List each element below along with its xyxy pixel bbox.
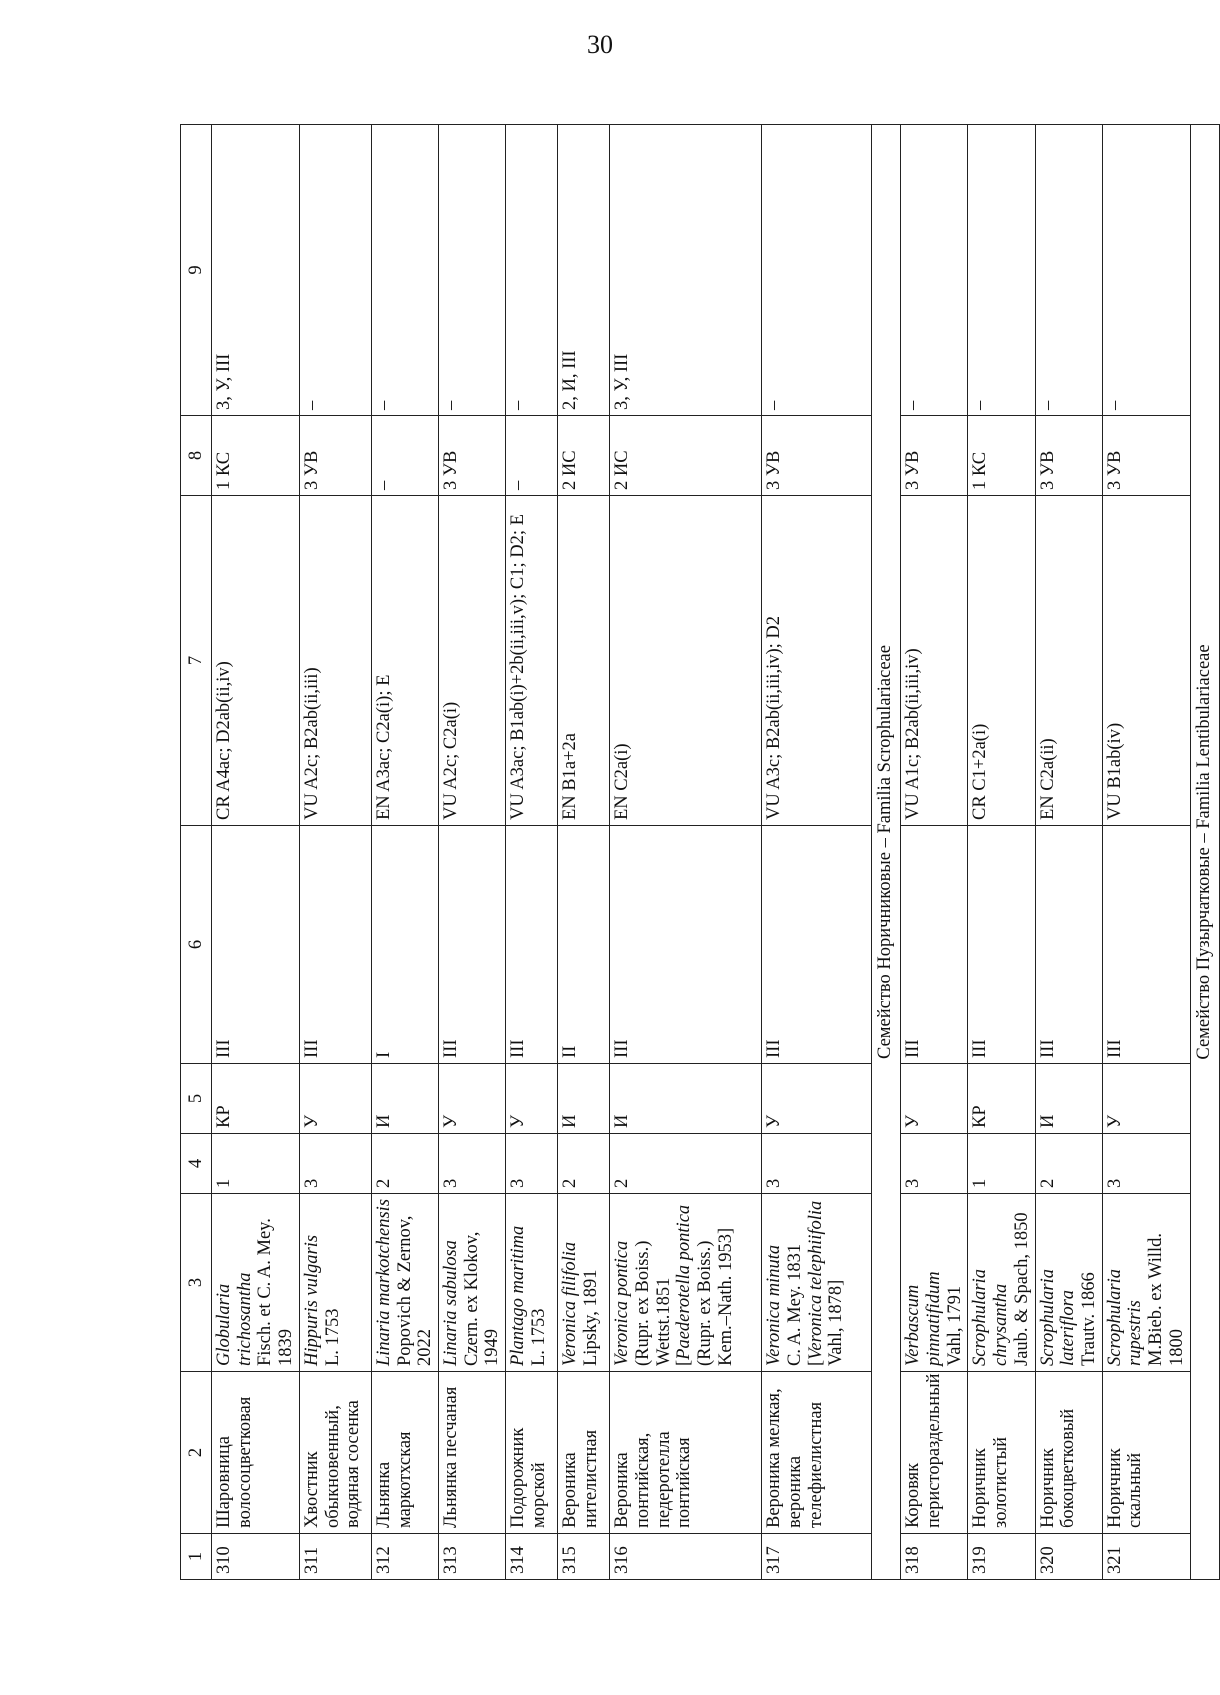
category-cell: КР — [968, 1064, 1035, 1134]
category-cell: И — [371, 1064, 438, 1134]
family-header-row — [1190, 125, 1219, 1580]
iucn-criteria-cell: EN A3ac; C2a(i); E — [371, 496, 438, 826]
column-6-cell: III — [1035, 826, 1102, 1064]
russian-name-cell: Вероника нителистная — [558, 1372, 610, 1534]
latin-name: Globularia trichosantha — [214, 1272, 255, 1366]
column-6-cell: III — [506, 826, 558, 1064]
russian-name-cell: Вероника мелкая, вероника телефиелистная — [762, 1372, 872, 1534]
scientific-name-cell — [762, 1194, 872, 1372]
row-number-cell: 318 — [901, 1534, 968, 1580]
latin-name: Linaria sabulosa — [441, 1240, 462, 1366]
synonym-author-citation: (Rupr. ex Boiss.) Kem.–Nath. 1953 — [695, 1233, 736, 1366]
category-cell: У — [506, 1064, 558, 1134]
russian-name-cell: Льнянка маркотхская — [371, 1372, 438, 1534]
table-row — [558, 125, 610, 1580]
iucn-criteria-cell: VU A1c; B2ab(ii,iii,iv) — [901, 496, 968, 826]
iucn-criteria-cell: EN B1a+2a — [558, 496, 610, 826]
row-number-cell: 321 — [1102, 1534, 1190, 1580]
column-header-row — [181, 125, 212, 1580]
column-9-cell: – — [439, 125, 506, 416]
synonym-author-wrap: Vahl, 1878] — [826, 1279, 847, 1366]
row-number-cell: 317 — [762, 1534, 872, 1580]
status-cell: 3 УВ — [762, 416, 872, 496]
latin-name: Veronica filifolia — [560, 1241, 581, 1366]
row-number-cell: 311 — [299, 1534, 371, 1580]
column-4-cell: 2 — [1035, 1134, 1102, 1194]
category-cell: У — [901, 1064, 968, 1134]
synonym-author-wrap: (Rupr. ex Boiss.) Kem.–Nath. 1953] — [695, 1227, 736, 1366]
table-row — [1102, 125, 1190, 1580]
category-cell: У — [299, 1064, 371, 1134]
family-title: Семейство Пузырчатковые – Familia Lentibulariaceae — [1190, 125, 1219, 1580]
category-cell: И — [610, 1064, 762, 1134]
row-number-cell: 312 — [371, 1534, 438, 1580]
synonym: [Paederotella pontica — [674, 1204, 695, 1366]
iucn-criteria-cell: VU A3ac; B1ab(i)+2b(ii,iii,v); C1; D2; E — [506, 496, 558, 826]
scientific-name-cell — [371, 1194, 438, 1372]
column-4-cell: 3 — [299, 1134, 371, 1194]
synonym: [Veronica telephiifolia — [805, 1200, 826, 1366]
column-9-cell: – — [1035, 125, 1102, 416]
iucn-criteria-cell: VU B1ab(iv) — [1102, 496, 1190, 826]
column-9-cell: 3, У, III — [610, 125, 762, 416]
russian-name-cell: Норичник бокоцветковый — [1035, 1372, 1102, 1534]
column-4-cell: 2 — [610, 1134, 762, 1194]
column-9-cell: – — [506, 125, 558, 416]
author-citation: Fisch. et C. A. Mey. 1839 — [255, 1218, 297, 1366]
column-6-cell: III — [212, 826, 300, 1064]
table-row — [968, 125, 1035, 1580]
column-6-cell: II — [558, 826, 610, 1064]
column-header: 6 — [181, 826, 212, 1064]
synonym-latin-name: Veronica telephiifolia — [805, 1200, 826, 1360]
table-row — [371, 125, 438, 1580]
latin-name: Verbascum pinnatifidum — [903, 1271, 944, 1366]
latin-name: Veronica minuta — [764, 1244, 785, 1366]
author-citation: (Rupr. ex Boiss.) Wettst.1851 — [632, 1240, 674, 1366]
row-number-cell: 315 — [558, 1534, 610, 1580]
column-header: 7 — [181, 496, 212, 826]
column-9-cell: – — [901, 125, 968, 416]
column-6-cell: III — [1102, 826, 1190, 1064]
column-9-cell: – — [371, 125, 438, 416]
latin-name: Scrophularia rupestris — [1104, 1269, 1146, 1366]
iucn-criteria-cell: VU A2c; B2ab(ii,iii) — [299, 496, 371, 826]
column-6-cell: III — [968, 826, 1035, 1064]
status-cell: 3 УВ — [1035, 416, 1102, 496]
column-9-cell: – — [1102, 125, 1190, 416]
russian-name-cell: Норичник золотистый — [968, 1372, 1035, 1534]
author-citation: C. A. Mey. 1831 — [784, 1243, 805, 1366]
category-cell: И — [558, 1064, 610, 1134]
column-4-cell: 2 — [371, 1134, 438, 1194]
column-4-cell: 3 — [901, 1134, 968, 1194]
status-cell: 2 ИС — [610, 416, 762, 496]
table-row — [901, 125, 968, 1580]
column-4-cell: 3 — [762, 1134, 872, 1194]
author-citation: Trautv. 1866 — [1078, 1272, 1099, 1366]
latin-name: Scrophularia lateriflora — [1037, 1269, 1079, 1366]
status-cell: 3 УВ — [901, 416, 968, 496]
scientific-name-cell — [299, 1194, 371, 1372]
author-citation: L. 1753 — [528, 1308, 549, 1366]
status-cell: 3 УВ — [439, 416, 506, 496]
category-cell: У — [439, 1064, 506, 1134]
rotated-table-container — [180, 125, 1214, 1580]
family-title: Семейство Норичниковые – Familia Scrophulariaceae — [872, 125, 901, 1580]
russian-name-cell: Норичник скальный — [1102, 1372, 1190, 1534]
column-9-cell: 3, У, III — [212, 125, 300, 416]
scientific-name-cell — [968, 1194, 1035, 1372]
status-cell: 1 КС — [968, 416, 1035, 496]
row-number-cell: 310 — [212, 1534, 300, 1580]
scientific-name-cell — [901, 1194, 968, 1372]
latin-name: Linaria markotchensis — [373, 1198, 394, 1366]
russian-name-cell: Подорожник морской — [506, 1372, 558, 1534]
column-header: 1 — [181, 1534, 212, 1580]
row-number-cell: 313 — [439, 1534, 506, 1580]
row-number-cell: 319 — [968, 1534, 1035, 1580]
table-row — [1035, 125, 1102, 1580]
column-6-cell: III — [439, 826, 506, 1064]
scientific-name-cell — [1035, 1194, 1102, 1372]
synonym-latin-name: Paederotella pontica — [674, 1204, 695, 1360]
table-row — [299, 125, 371, 1580]
family-header-row — [872, 125, 901, 1580]
table-row — [212, 125, 300, 1580]
category-cell: У — [1102, 1064, 1190, 1134]
category-cell: У — [762, 1064, 872, 1134]
column-9-cell: – — [968, 125, 1035, 416]
table-viewport — [180, 125, 1214, 1580]
column-9-cell: 2, И, III — [558, 125, 610, 416]
table-row — [506, 125, 558, 1580]
species-table — [180, 124, 1220, 1580]
table-row — [439, 125, 506, 1580]
column-6-cell: III — [762, 826, 872, 1064]
latin-name: Plantago maritima — [508, 1225, 529, 1366]
column-header: 2 — [181, 1372, 212, 1534]
iucn-criteria-cell: VU A3c; B2ab(ii,iii,iv); D2 — [762, 496, 872, 826]
row-number-cell: 320 — [1035, 1534, 1102, 1580]
latin-name: Scrophularia chrysantha — [970, 1269, 1012, 1366]
status-cell: 1 КС — [212, 416, 300, 496]
scientific-name-cell — [506, 1194, 558, 1372]
column-header: 4 — [181, 1134, 212, 1194]
column-6-cell: III — [901, 826, 968, 1064]
iucn-criteria-cell: EN C2a(ii) — [1035, 496, 1102, 826]
latin-name: Hippuris vulgaris — [301, 1234, 322, 1366]
row-number-cell: 314 — [506, 1534, 558, 1580]
category-cell: КР — [212, 1064, 300, 1134]
column-9-cell: – — [762, 125, 872, 416]
column-4-cell: 1 — [968, 1134, 1035, 1194]
russian-name-cell: Коровяк перистораздельный — [901, 1372, 968, 1534]
status-cell: 3 УВ — [299, 416, 371, 496]
russian-name-cell: Шаровница волосоцветковая — [212, 1372, 300, 1534]
column-6-cell: I — [371, 826, 438, 1064]
column-header: 8 — [181, 416, 212, 496]
status-cell: 3 УВ — [1102, 416, 1190, 496]
column-6-cell: III — [299, 826, 371, 1064]
author-citation: Jaub. & Spach, 1850 — [1011, 1212, 1032, 1366]
table-row — [610, 125, 762, 1580]
iucn-criteria-cell: CR C1+2a(i) — [968, 496, 1035, 826]
author-citation: Czern. ex Klokov, 1949 — [461, 1231, 503, 1366]
author-citation: Vahl, 1791 — [944, 1285, 965, 1366]
scientific-name-cell — [439, 1194, 506, 1372]
table-row — [762, 125, 872, 1580]
scientific-name-cell — [610, 1194, 762, 1372]
scientific-name-cell — [1102, 1194, 1190, 1372]
russian-name-cell: Хвостник обыкновенный, водяная сосенка — [299, 1372, 371, 1534]
russian-name-cell: Льнянка песчаная — [439, 1372, 506, 1534]
column-9-cell: – — [299, 125, 371, 416]
scientific-name-cell — [212, 1194, 300, 1372]
russian-name-cell: Вероника понтийская, педеротелла понтийская — [610, 1372, 762, 1534]
column-4-cell: 3 — [1102, 1134, 1190, 1194]
column-4-cell: 3 — [506, 1134, 558, 1194]
scientific-name-cell — [558, 1194, 610, 1372]
page-number: 30 — [587, 30, 613, 59]
iucn-criteria-cell: CR A4ac; D2ab(ii,iv) — [212, 496, 300, 826]
synonym-author-citation: Vahl, 1878 — [826, 1285, 847, 1366]
iucn-criteria-cell: EN C2a(i) — [610, 496, 762, 826]
row-number-cell: 316 — [610, 1534, 762, 1580]
iucn-criteria-cell: VU A2c; C2a(i) — [439, 496, 506, 826]
status-cell: – — [371, 416, 438, 496]
author-citation: Popovich & Zernov, 2022 — [394, 1215, 436, 1366]
column-4-cell: 3 — [439, 1134, 506, 1194]
column-6-cell: III — [610, 826, 762, 1064]
column-header: 9 — [181, 125, 212, 416]
latin-name: Veronica pontica — [612, 1240, 633, 1366]
status-cell: – — [506, 416, 558, 496]
column-header: 3 — [181, 1194, 212, 1372]
author-citation: M.Bieb. ex Willd. 1800 — [1146, 1232, 1187, 1366]
author-citation: Lipsky, 1891 — [580, 1269, 601, 1366]
column-header: 5 — [181, 1064, 212, 1134]
author-citation: L. 1753 — [322, 1308, 343, 1366]
category-cell: И — [1035, 1064, 1102, 1134]
status-cell: 2 ИС — [558, 416, 610, 496]
column-4-cell: 2 — [558, 1134, 610, 1194]
column-4-cell: 1 — [212, 1134, 300, 1194]
